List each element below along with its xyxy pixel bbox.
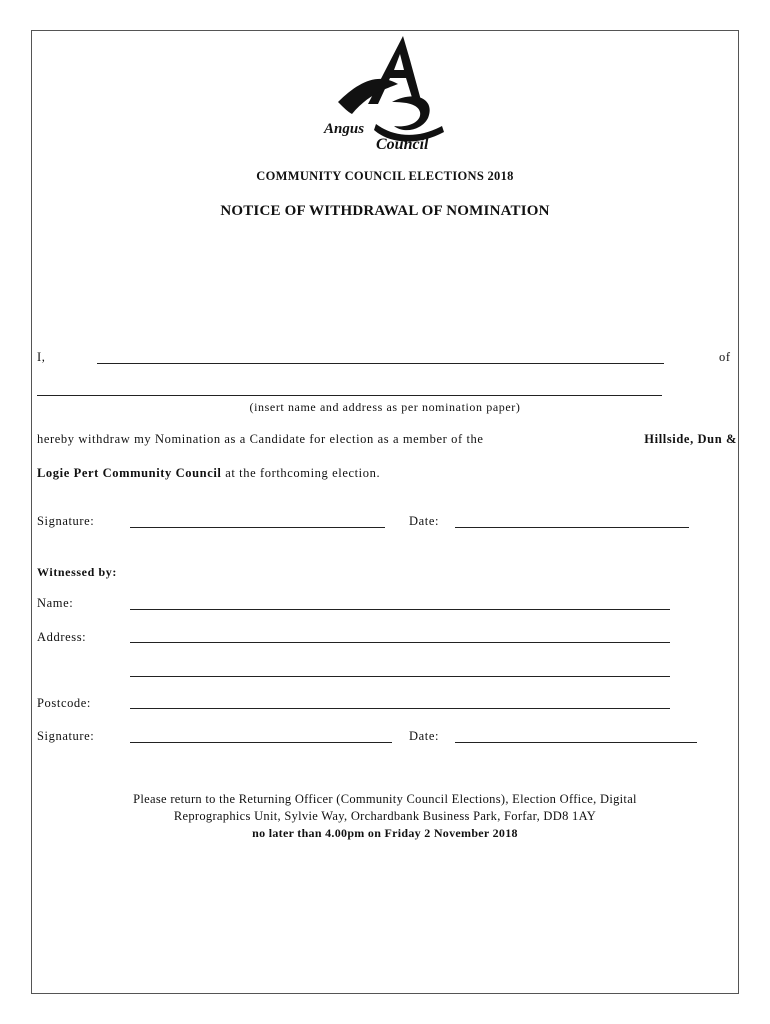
witness-date-line[interactable] bbox=[455, 742, 697, 743]
candidate-address-line[interactable] bbox=[37, 395, 662, 396]
of-label: of bbox=[719, 350, 731, 364]
return-instructions-line-1: Please return to the Returning Officer (Community Council Elections), Election Office, Digital bbox=[133, 792, 637, 806]
witnessed-by-heading: Witnessed by: bbox=[37, 565, 117, 579]
i-label: I, bbox=[37, 350, 46, 364]
return-instructions-line-2: Reprographics Unit, Sylvie Way, Orchardbank Business Park, Forfar, DD8 1AY bbox=[173, 809, 597, 823]
council-name-part2: Logie Pert Community Council bbox=[37, 466, 222, 480]
return-deadline: no later than 4.00pm on Friday 2 November 2018 bbox=[252, 826, 518, 840]
witness-signature-label: Signature: bbox=[37, 729, 95, 743]
date-line[interactable] bbox=[455, 527, 689, 528]
witness-address-line-2[interactable] bbox=[130, 676, 670, 677]
witness-address-label: Address: bbox=[37, 630, 87, 644]
signature-label: Signature: bbox=[37, 514, 95, 528]
statement-line-1 bbox=[37, 432, 737, 447]
statement-suffix: at the forthcoming election. bbox=[225, 466, 381, 480]
logo-text-angus: Angus bbox=[324, 121, 365, 137]
date-label: Date: bbox=[409, 514, 440, 528]
witness-address-line-1[interactable] bbox=[130, 642, 670, 643]
candidate-name-line[interactable] bbox=[97, 363, 664, 364]
election-title: COMMUNITY COUNCIL ELECTIONS 2018 bbox=[256, 169, 514, 183]
witness-name-line[interactable] bbox=[130, 609, 670, 610]
signature-line[interactable] bbox=[130, 527, 385, 528]
witness-postcode-label: Postcode: bbox=[37, 696, 92, 710]
witness-signature-line[interactable] bbox=[130, 742, 392, 743]
logo-text-council: Council bbox=[376, 136, 429, 152]
witness-postcode-line[interactable] bbox=[130, 708, 670, 709]
statement-prefix: hereby withdraw my Nomination as a Candidate for election as a member of the bbox=[37, 432, 484, 446]
witness-name-label: Name: bbox=[37, 596, 74, 610]
name-address-hint: (insert name and address as per nomination paper) bbox=[249, 400, 521, 414]
council-name-part1: Hillside, Dun & bbox=[644, 432, 737, 446]
notice-title: NOTICE OF WITHDRAWAL OF NOMINATION bbox=[220, 203, 550, 219]
witness-date-label: Date: bbox=[409, 729, 440, 743]
statement-line-2 bbox=[37, 466, 380, 481]
angus-council-logo bbox=[318, 32, 448, 152]
angus-council-logo-graphic bbox=[318, 32, 448, 152]
